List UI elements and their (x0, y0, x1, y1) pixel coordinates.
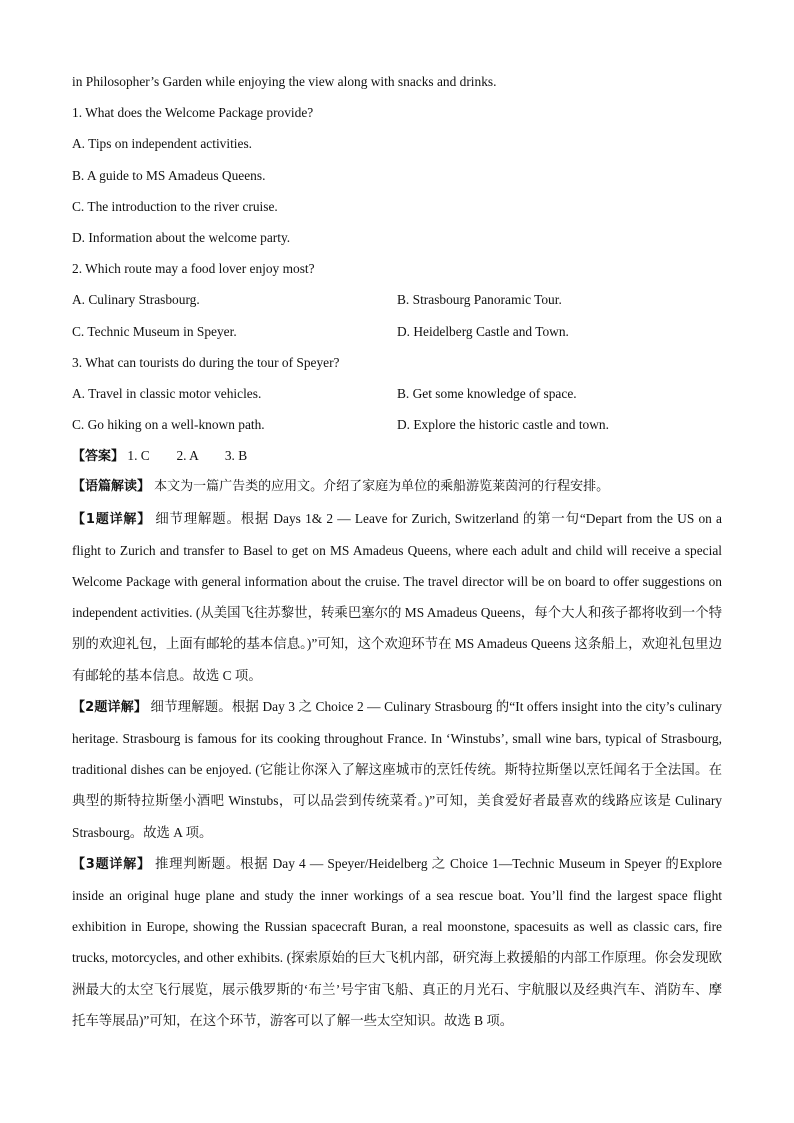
detail-2-tag: 【2题详解】 (72, 699, 148, 715)
question-2-options-row-2 (72, 316, 722, 347)
detail-1-tag: 【1题详解】 (72, 511, 152, 527)
answer-values: 1. C 2. A 3. B (127, 448, 248, 464)
intro-tail: in Philosopher’s Garden while enjoying the view along with snacks and drinks. (72, 74, 497, 89)
answer-tag: 【答案】 (72, 449, 125, 465)
detail-2-paragraph (72, 691, 722, 848)
reading-text: 本文为一篇广告类的应用文。介绍了家庭为单位的乘船游览莱茵河的行程安排。 (154, 479, 610, 495)
detail-3-text: 推理判断题。根据 Day 4 — Speyer/Heidelberg 之 Choice 1—Technic Museum in Speyer 的Explore inside an original huge plane and study the inner workings of a sea rescue boat. You’ll find the largest space flight exhibition in Europe, showing the Russian spacecraft Buran, a real moonstone, spacesuits as well as classic cars, fire trucks, motorcycles, and other exhibits. (探索原始的巨大飞机内部，研究海上救援船的内部工作原理。你会发现欧洲最大的太空飞行展览，展示俄罗斯的‘布兰’号宇宙飞船、真正的月光石、宇航服以及经典汽车、消防车、摩托车等展品)”可知，在这个环节，游客可以了解一些太空知识。故选 B 项。 (72, 855, 723, 1028)
question-3-stem: 3. What can tourists do during the tour of Speyer? (72, 354, 340, 370)
question-2-stem: 2. Which route may a food lover enjoy most? (72, 261, 315, 277)
detail-3-tag: 【3题详解】 (72, 856, 151, 872)
question-3-options-row-2 (72, 409, 722, 440)
detail-1-paragraph (72, 503, 722, 691)
question-1-stem: 1. What does the Welcome Package provide? (72, 105, 314, 121)
question-2-option-b: B. Strasbourg Panoramic Tour. (397, 292, 562, 308)
detail-1-text: 细节理解题。根据 Days 1& 2 — Leave for Zurich, Switzerland 的第一句“Depart from the US on a flight to Zurich and transfer to Basel to get on MS Amadeus Queens, where each adult and child will receive a special Welcome Package with general information about the cruise. The travel director will be on board to offer suggestions on independent activities. (从美国飞往苏黎世，转乘巴塞尔的 MS Amadeus Queens，每个大人和孩子都将收到一个特别的欢迎礼包，上面有邮轮的基本信息。)”可知，这个欢迎环节在 MS Amadeus Queens 这条船上，欢迎礼包里边有邮轮的基本信息。故选 C 项。 (72, 510, 723, 683)
question-3-options-row-1 (72, 378, 722, 409)
question-1-option-c: C. The introduction to the river cruise. (72, 198, 278, 214)
reading-line (72, 471, 722, 502)
question-3-option-b: B. Get some knowledge of space. (397, 385, 577, 401)
document-page (72, 66, 722, 1036)
question-3-option-d: D. Explore the historic castle and town. (397, 417, 609, 433)
question-3-option-a: A. Travel in classic motor vehicles. (72, 385, 262, 401)
question-1-option-d: D. Information about the welcome party. (72, 229, 291, 245)
question-2-options-row-1 (72, 284, 722, 315)
question-2-option-c: C. Technic Museum in Speyer. (72, 323, 237, 339)
detail-3-paragraph (72, 848, 722, 1036)
answer-line (72, 440, 722, 471)
question-1-option-b: B. A guide to MS Amadeus Queens. (72, 167, 266, 183)
question-1-option-a: A. Tips on independent activities. (72, 136, 253, 152)
detail-2-text: 细节理解题。根据 Day 3 之 Choice 2 — Culinary Strasbourg 的“It offers insight into the city’s culinary heritage. Strasbourg is famous for its cooking throughout France. In ‘Winstubs’, small wine bars, typical of Strasbourg, traditional dishes can be enjoyed. (它能让你深入了解这座城市的烹饪传统。斯特拉斯堡以烹饪闻名于全法国。在典型的斯特拉斯堡小酒吧 Winstubs，可以品尝到传统菜肴。)”可知，美食爱好者最喜欢的线路应该是 Culinary Strasbourg。故选 A 项。 (72, 698, 722, 840)
question-3-option-c: C. Go hiking on a well-known path. (72, 417, 265, 433)
question-2-option-a: A. Culinary Strasbourg. (72, 292, 200, 308)
question-2-option-d: D. Heidelberg Castle and Town. (397, 323, 569, 339)
reading-tag: 【语篇解读】 (72, 479, 151, 495)
